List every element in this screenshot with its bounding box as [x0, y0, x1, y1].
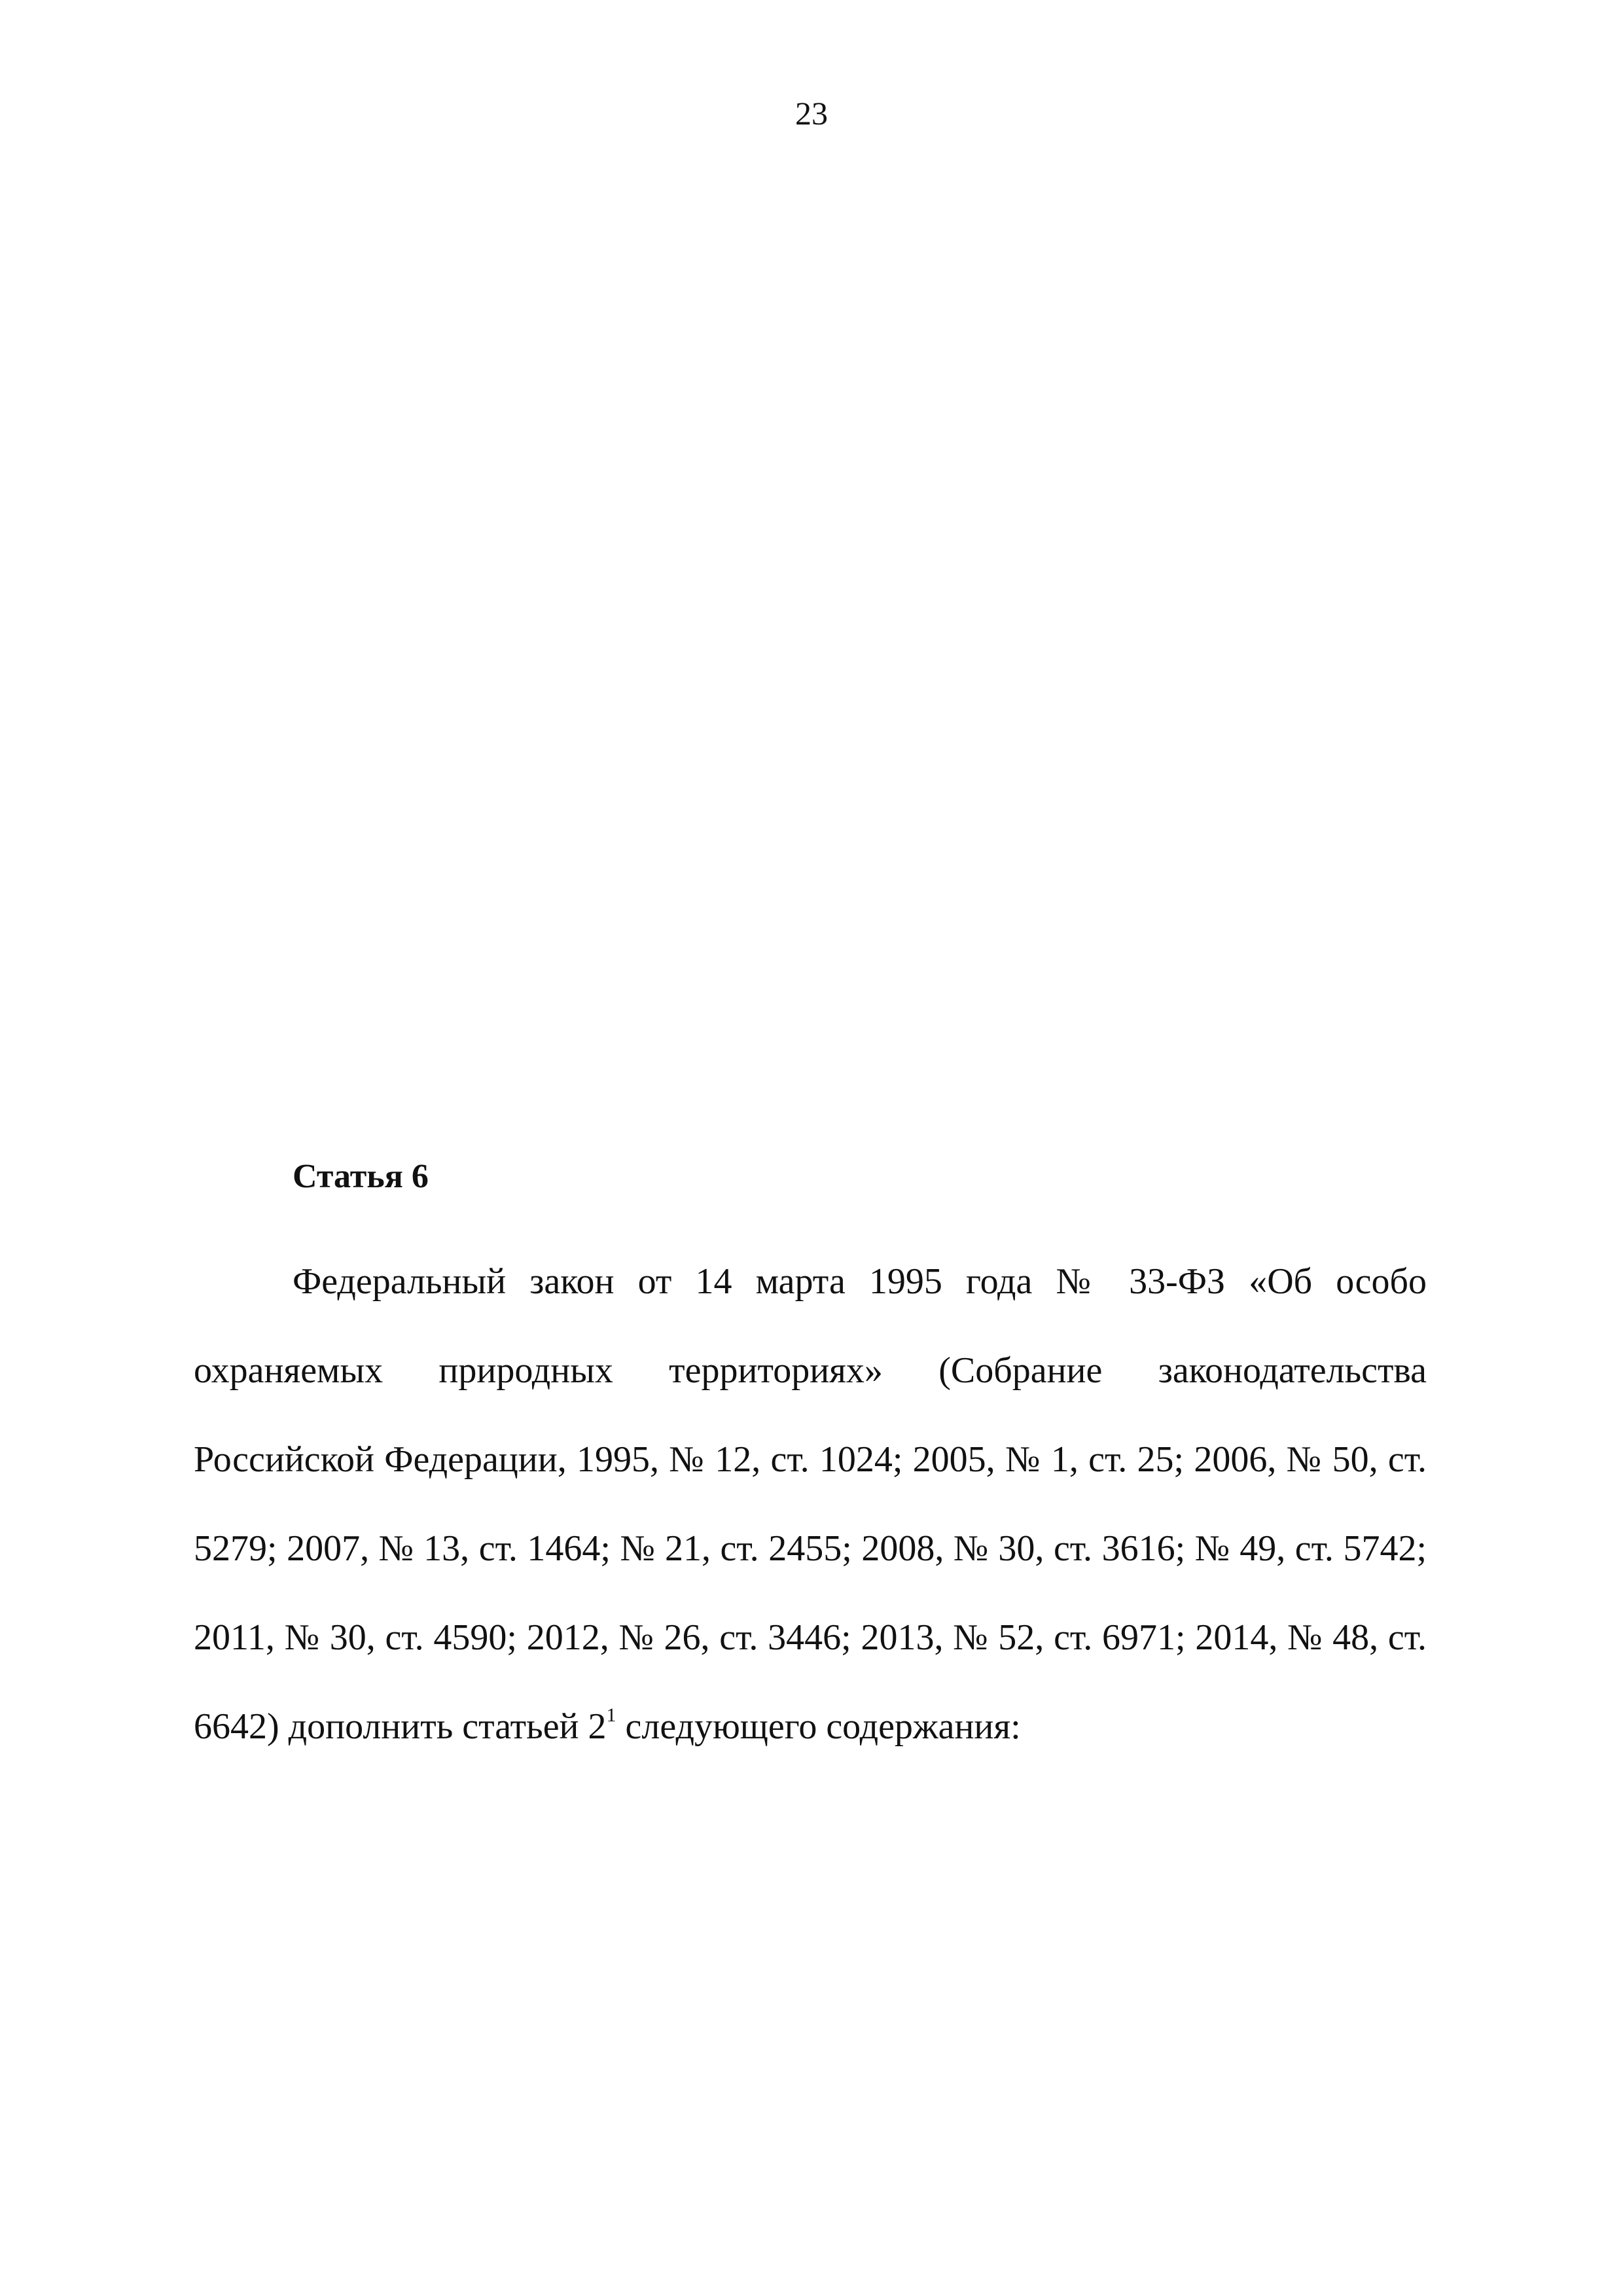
article-body-paragraph: [194, 1237, 1427, 1771]
paragraph-tail-text: следующего содержания:: [616, 1706, 1021, 1747]
page-number: 23: [795, 95, 828, 132]
article-number-superscript: 1: [606, 1704, 616, 1726]
article-heading: Статья 6: [293, 1158, 429, 1195]
paragraph-main-text: Федеральный закон от 14 марта 1995 года № 33-ФЗ «Об особо охраняемых природных территориях» (Собрание законодательства Российской Федерации, 1995, № 12, ст. 1024; 2005, № 1, ст. 25; 2006, № 50, ст. 5279; 2007, № 13, ст. 1464; № 21, ст. 2455; 2008, № 30, ст. 3616; № 49, ст. 5742; 2011, № 30, ст. 4590; 2012, № 26, ст. 3446; 2013, № 52, ст. 6971; 2014, № 48, ст. 6642) дополнить статьей 2: [194, 1261, 1427, 1747]
